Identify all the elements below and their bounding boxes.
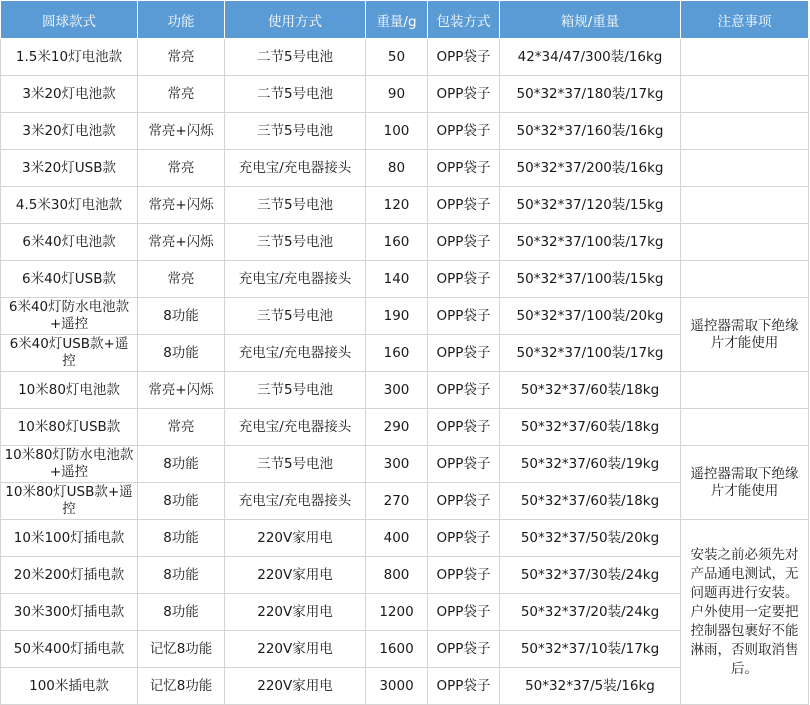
cell-weight: 80 xyxy=(366,150,428,187)
cell-packaging: OPP袋子 xyxy=(428,409,500,446)
cell-weight: 290 xyxy=(366,409,428,446)
cell-usage: 三节5号电池 xyxy=(225,224,366,261)
cell-weight: 1600 xyxy=(366,631,428,668)
cell-packaging: OPP袋子 xyxy=(428,557,500,594)
cell-usage: 充电宝/充电器接头 xyxy=(225,150,366,187)
cell-function: 8功能 xyxy=(138,446,225,483)
table-row xyxy=(1,520,809,557)
header-row xyxy=(1,1,809,39)
cell-usage: 二节5号电池 xyxy=(225,76,366,113)
header-notes: 注意事项 xyxy=(681,1,809,39)
cell-function: 常亮+闪烁 xyxy=(138,224,225,261)
cell-style: 1.5米10灯电池款 xyxy=(1,39,138,76)
cell-weight: 160 xyxy=(366,224,428,261)
cell-notes-empty xyxy=(681,224,809,261)
cell-box-spec: 50*32*37/5装/16kg xyxy=(500,668,681,705)
table-row xyxy=(1,39,809,76)
cell-weight: 270 xyxy=(366,483,428,520)
cell-style: 3米20灯电池款 xyxy=(1,76,138,113)
cell-function: 8功能 xyxy=(138,483,225,520)
table-row xyxy=(1,409,809,446)
cell-function: 8功能 xyxy=(138,520,225,557)
cell-packaging: OPP袋子 xyxy=(428,150,500,187)
header-box-spec: 箱规/重量 xyxy=(500,1,681,39)
cell-usage: 三节5号电池 xyxy=(225,187,366,224)
cell-style: 50米400灯插电款 xyxy=(1,631,138,668)
cell-usage: 充电宝/充电器接头 xyxy=(225,483,366,520)
cell-style: 100米插电款 xyxy=(1,668,138,705)
table-row xyxy=(1,261,809,298)
cell-box-spec: 50*32*37/60装/18kg xyxy=(500,372,681,409)
cell-packaging: OPP袋子 xyxy=(428,483,500,520)
cell-function: 8功能 xyxy=(138,594,225,631)
cell-weight: 160 xyxy=(366,335,428,372)
cell-function: 常亮 xyxy=(138,150,225,187)
cell-usage: 充电宝/充电器接头 xyxy=(225,261,366,298)
cell-notes: 安装之前必须先对产品通电测试，无问题再进行安装。户外使用一定要把控制器包裹好不能淋雨，否则取消售后。 xyxy=(681,520,809,705)
cell-function: 常亮 xyxy=(138,39,225,76)
cell-style: 6米40灯电池款 xyxy=(1,224,138,261)
cell-packaging: OPP袋子 xyxy=(428,631,500,668)
cell-notes-empty xyxy=(681,409,809,446)
cell-weight: 300 xyxy=(366,372,428,409)
cell-usage: 三节5号电池 xyxy=(225,298,366,335)
cell-box-spec: 50*32*37/10装/17kg xyxy=(500,631,681,668)
cell-packaging: OPP袋子 xyxy=(428,668,500,705)
table-row xyxy=(1,446,809,483)
cell-style: 3米20灯电池款 xyxy=(1,113,138,150)
cell-box-spec: 50*32*37/180装/17kg xyxy=(500,76,681,113)
cell-style: 3米20灯USB款 xyxy=(1,150,138,187)
cell-usage: 三节5号电池 xyxy=(225,446,366,483)
cell-usage: 220V家用电 xyxy=(225,594,366,631)
cell-box-spec: 50*32*37/120装/15kg xyxy=(500,187,681,224)
cell-usage: 220V家用电 xyxy=(225,557,366,594)
cell-packaging: OPP袋子 xyxy=(428,446,500,483)
cell-function: 常亮+闪烁 xyxy=(138,187,225,224)
cell-function: 8功能 xyxy=(138,557,225,594)
cell-weight: 800 xyxy=(366,557,428,594)
table-body xyxy=(1,39,809,705)
cell-box-spec: 50*32*37/100装/17kg xyxy=(500,224,681,261)
cell-packaging: OPP袋子 xyxy=(428,298,500,335)
cell-style: 6米40灯防水电池款+遥控 xyxy=(1,298,138,335)
cell-function: 8功能 xyxy=(138,298,225,335)
table-row xyxy=(1,76,809,113)
cell-packaging: OPP袋子 xyxy=(428,335,500,372)
cell-function: 常亮+闪烁 xyxy=(138,372,225,409)
cell-notes-empty xyxy=(681,187,809,224)
cell-notes-empty xyxy=(681,76,809,113)
header-weight: 重量/g xyxy=(366,1,428,39)
cell-function: 记忆8功能 xyxy=(138,631,225,668)
cell-packaging: OPP袋子 xyxy=(428,113,500,150)
cell-box-spec: 42*34/47/300装/16kg xyxy=(500,39,681,76)
table-row xyxy=(1,372,809,409)
cell-box-spec: 50*32*37/60装/19kg xyxy=(500,446,681,483)
cell-weight: 3000 xyxy=(366,668,428,705)
cell-notes-empty xyxy=(681,150,809,187)
cell-notes-empty xyxy=(681,372,809,409)
cell-weight: 1200 xyxy=(366,594,428,631)
cell-style: 6米40灯USB款+遥控 xyxy=(1,335,138,372)
header-packaging: 包装方式 xyxy=(428,1,500,39)
cell-weight: 140 xyxy=(366,261,428,298)
cell-usage: 二节5号电池 xyxy=(225,39,366,76)
header-style: 圆球款式 xyxy=(1,1,138,39)
table-row xyxy=(1,187,809,224)
cell-style: 6米40灯USB款 xyxy=(1,261,138,298)
cell-packaging: OPP袋子 xyxy=(428,187,500,224)
header-function: 功能 xyxy=(138,1,225,39)
cell-usage: 220V家用电 xyxy=(225,520,366,557)
cell-notes-empty xyxy=(681,261,809,298)
cell-function: 记忆8功能 xyxy=(138,668,225,705)
table-row xyxy=(1,113,809,150)
cell-box-spec: 50*32*37/20装/24kg xyxy=(500,594,681,631)
cell-packaging: OPP袋子 xyxy=(428,520,500,557)
cell-weight: 90 xyxy=(366,76,428,113)
cell-notes: 遥控器需取下绝缘片才能使用 xyxy=(681,298,809,372)
cell-packaging: OPP袋子 xyxy=(428,261,500,298)
cell-style: 4.5米30灯电池款 xyxy=(1,187,138,224)
cell-style: 10米80灯USB款+遥控 xyxy=(1,483,138,520)
cell-notes-empty xyxy=(681,39,809,76)
cell-weight: 400 xyxy=(366,520,428,557)
cell-function: 常亮 xyxy=(138,261,225,298)
cell-style: 10米100灯插电款 xyxy=(1,520,138,557)
cell-style: 10米80灯USB款 xyxy=(1,409,138,446)
cell-weight: 100 xyxy=(366,113,428,150)
cell-style: 20米200灯插电款 xyxy=(1,557,138,594)
cell-packaging: OPP袋子 xyxy=(428,594,500,631)
cell-box-spec: 50*32*37/100装/20kg xyxy=(500,298,681,335)
cell-weight: 120 xyxy=(366,187,428,224)
cell-notes: 遥控器需取下绝缘片才能使用 xyxy=(681,446,809,520)
cell-box-spec: 50*32*37/60装/18kg xyxy=(500,409,681,446)
table-row xyxy=(1,150,809,187)
cell-packaging: OPP袋子 xyxy=(428,224,500,261)
cell-usage: 充电宝/充电器接头 xyxy=(225,409,366,446)
cell-style: 30米300灯插电款 xyxy=(1,594,138,631)
cell-function: 8功能 xyxy=(138,335,225,372)
cell-usage: 三节5号电池 xyxy=(225,113,366,150)
table-row xyxy=(1,298,809,335)
cell-style: 10米80灯防水电池款+遥控 xyxy=(1,446,138,483)
cell-usage: 220V家用电 xyxy=(225,631,366,668)
cell-usage: 220V家用电 xyxy=(225,668,366,705)
cell-box-spec: 50*32*37/160装/16kg xyxy=(500,113,681,150)
cell-usage: 三节5号电池 xyxy=(225,372,366,409)
cell-usage: 充电宝/充电器接头 xyxy=(225,335,366,372)
table-row xyxy=(1,224,809,261)
cell-box-spec: 50*32*37/60装/18kg xyxy=(500,483,681,520)
cell-box-spec: 50*32*37/50装/20kg xyxy=(500,520,681,557)
cell-packaging: OPP袋子 xyxy=(428,39,500,76)
cell-box-spec: 50*32*37/30装/24kg xyxy=(500,557,681,594)
header-usage: 使用方式 xyxy=(225,1,366,39)
cell-function: 常亮 xyxy=(138,76,225,113)
cell-weight: 190 xyxy=(366,298,428,335)
cell-packaging: OPP袋子 xyxy=(428,372,500,409)
cell-notes-empty xyxy=(681,113,809,150)
cell-function: 常亮 xyxy=(138,409,225,446)
cell-box-spec: 50*32*37/100装/17kg xyxy=(500,335,681,372)
cell-box-spec: 50*32*37/100装/15kg xyxy=(500,261,681,298)
cell-box-spec: 50*32*37/200装/16kg xyxy=(500,150,681,187)
cell-style: 10米80灯电池款 xyxy=(1,372,138,409)
cell-function: 常亮+闪烁 xyxy=(138,113,225,150)
cell-weight: 50 xyxy=(366,39,428,76)
cell-weight: 300 xyxy=(366,446,428,483)
cell-packaging: OPP袋子 xyxy=(428,76,500,113)
